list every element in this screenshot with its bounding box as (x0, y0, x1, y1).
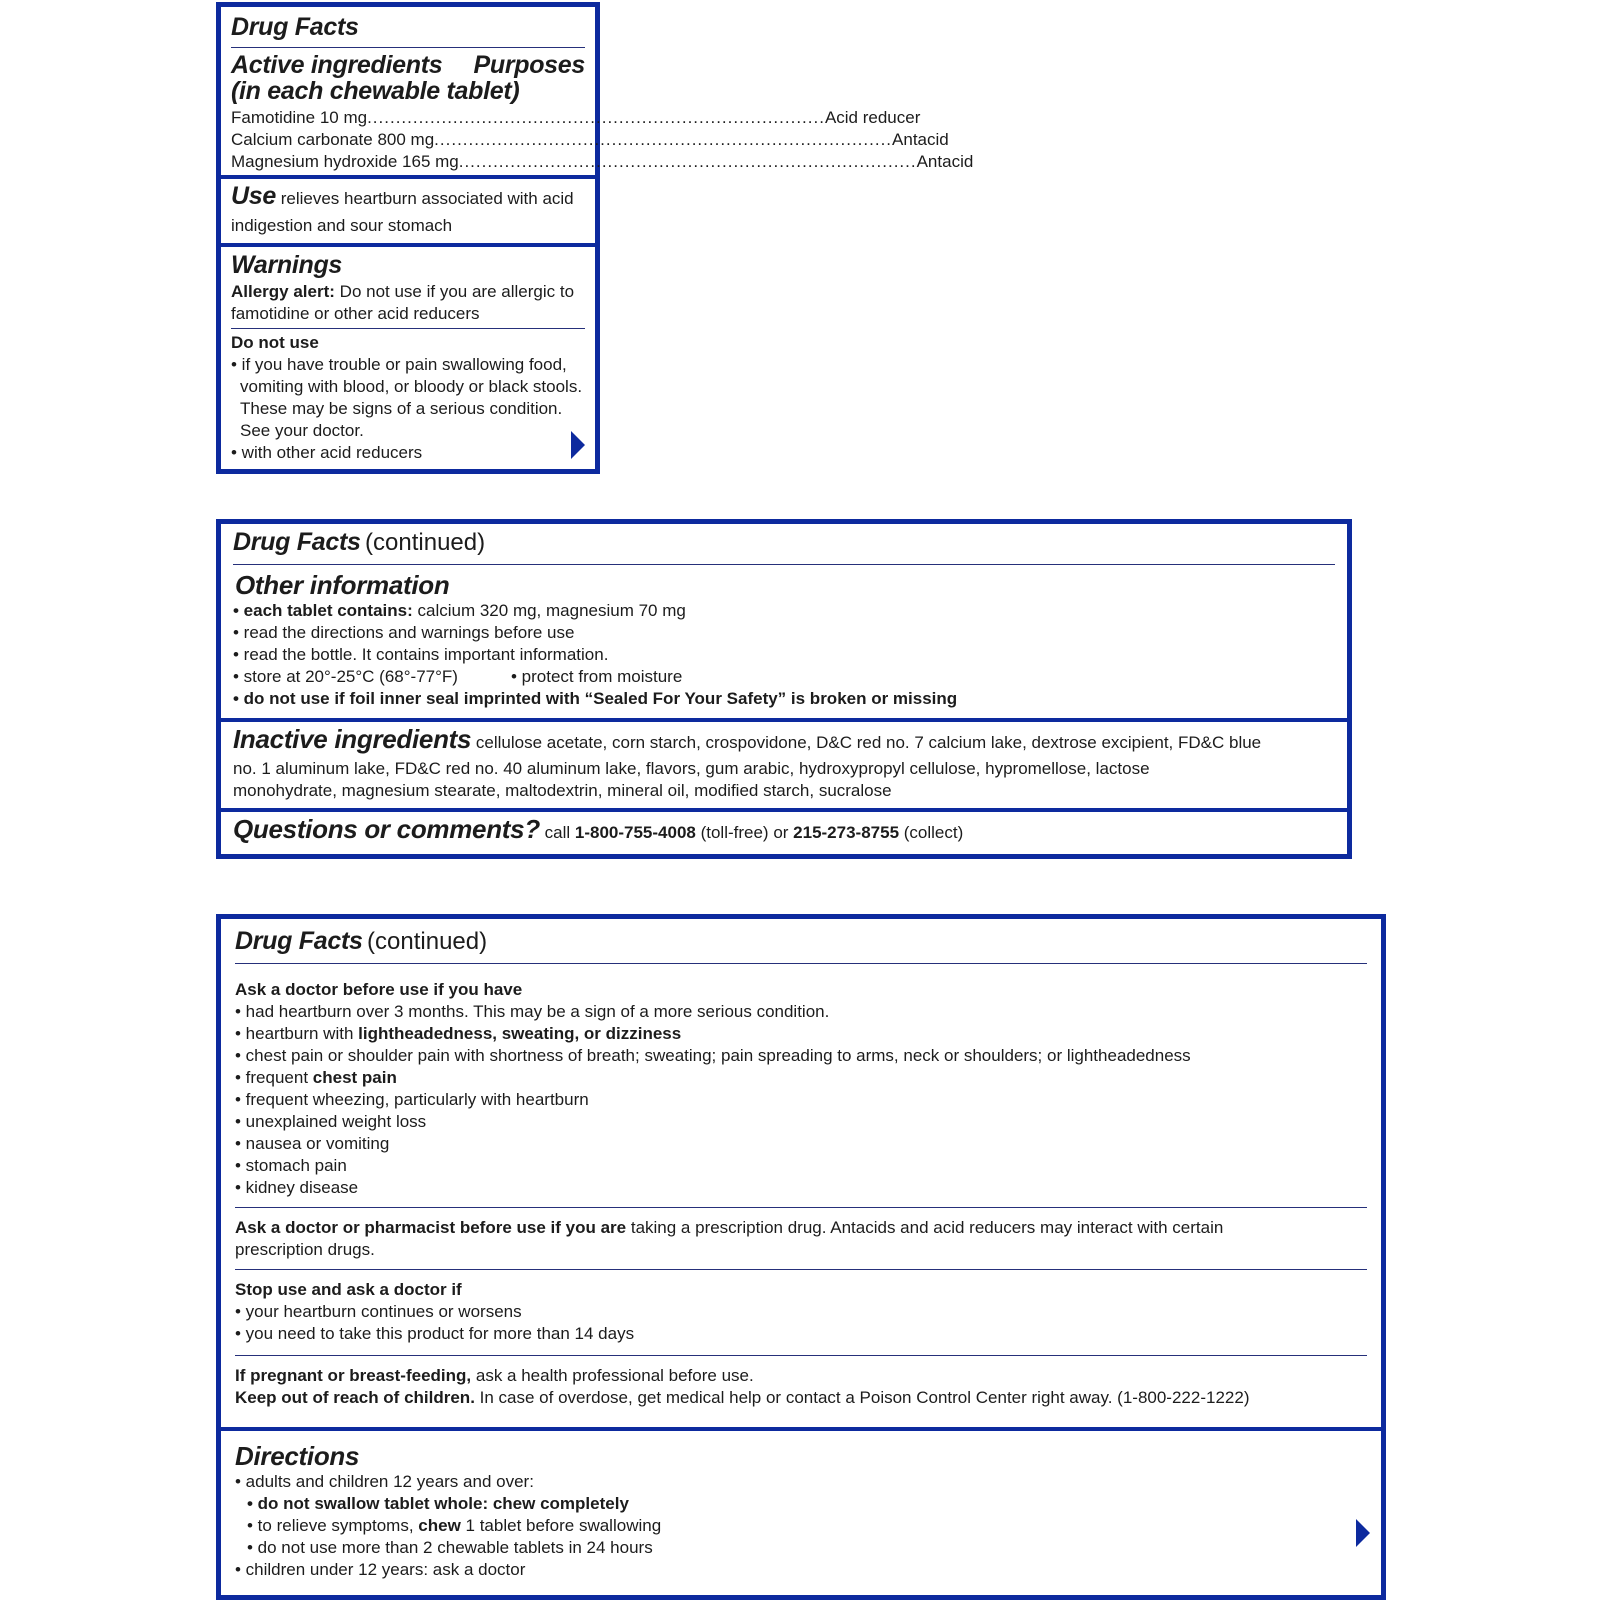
ask-doctor-item: • kidney disease (235, 1178, 359, 1197)
directions-subitem (247, 1515, 661, 1537)
ingredient-purpose: Antacid (916, 152, 974, 171)
directions-subitem-text: 1 tablet before swallowing (460, 1516, 662, 1535)
seal-warning: • do not use if foil inner seal imprinted with “Sealed For Your Safety” is broken or missing (233, 689, 958, 708)
active-ingredients-heading: Active ingredients (231, 51, 443, 79)
each-tablet-text: calcium 320 mg, magnesium 70 mg (412, 601, 686, 620)
drug-facts-panel-1 (216, 2, 974, 474)
other-information-heading: Other information (235, 570, 450, 600)
directions-heading: Directions (235, 1441, 360, 1471)
directions-subitem-text: • to relieve symptoms, (247, 1516, 419, 1535)
ask-doctor-item-bold: chest pain (312, 1068, 397, 1087)
ask-doctor-item-text: • frequent (235, 1068, 313, 1087)
inactive-text-3: monohydrate, magnesium stearate, maltodextrin, mineral oil, modified starch, sucralose (233, 781, 892, 800)
warnings-rule (231, 328, 585, 329)
questions-call: call (544, 823, 575, 842)
directions-subitem: • do not swallow tablet whole: chew completely (247, 1494, 629, 1513)
continued-label: (continued) (367, 928, 488, 955)
pharmacist-text-2: prescription drugs. (235, 1240, 375, 1259)
ask-doctor-item: • chest pain or shoulder pain with shortness of breath; sweating; pain spreading to arms, neck or shoulders; or lightheadedness (235, 1046, 1191, 1065)
ingredient-row (231, 107, 921, 129)
ingredient-purpose: Acid reducer (824, 108, 921, 127)
continued-label: (continued) (365, 529, 486, 556)
active-ingredients-section (221, 7, 974, 179)
drug-facts-title: Drug Facts (233, 528, 361, 556)
ask-doctor-item: • had heartburn over 3 months. This may be a sign of a more serious condition. (235, 1002, 830, 1021)
toll-free-phone: 1-800-755-4008 (574, 823, 696, 842)
questions-mid: (toll-free) or (695, 823, 794, 842)
do-not-use-item: • if you have trouble or pain swallowing food, (231, 355, 567, 374)
questions-section (221, 812, 1347, 854)
stop-use-item: • your heartburn continues or worsens (235, 1302, 522, 1321)
use-text-2: indigestion and sour stomach (231, 216, 453, 235)
warnings-section (221, 247, 595, 469)
allergy-alert-text: Do not use if you are allergic to (339, 282, 575, 301)
ask-doctor-item: • stomach pain (235, 1156, 347, 1175)
directions-section (221, 1431, 1381, 1595)
questions-heading: Questions or comments? (233, 814, 540, 844)
pregnant-text: ask a health professional before use. (471, 1366, 754, 1385)
directions-item: • children under 12 years: ask a doctor (235, 1560, 526, 1579)
ask-doctor-item (235, 1067, 397, 1089)
stop-use-heading: Stop use and ask a doctor if (235, 1280, 462, 1299)
ask-doctor-item (235, 1023, 681, 1045)
other-info-item: • store at 20°-25°C (68°-77°F) (233, 667, 458, 686)
do-not-use-item-cont: vomiting with blood, or bloody or black stools. (240, 377, 583, 396)
ingredient-row (231, 129, 949, 151)
keep-out-text: In case of overdose, get medical help or contact a Poison Control Center right away. (1-800-222-1222) (474, 1388, 1250, 1407)
title-rule (231, 47, 585, 48)
pregnant-label: If pregnant or breast-feeding, (235, 1366, 472, 1385)
section-rule (235, 1269, 1367, 1270)
drug-facts-panel-3 (216, 914, 1386, 1600)
purposes-heading: Purposes (473, 51, 585, 79)
do-not-use-item-cont: These may be signs of a serious condition. (240, 399, 563, 418)
other-info-item: • read the bottle. It contains important information. (233, 645, 609, 664)
ingredient-name: Famotidine 10 mg (231, 108, 368, 127)
ask-doctor-item: • nausea or vomiting (235, 1134, 390, 1153)
ingredient-list (231, 107, 974, 173)
keep-out-label: Keep out of reach of children. (235, 1388, 475, 1407)
ask-doctor-heading: Ask a doctor before use if you have (235, 980, 523, 999)
ask-doctor-item-bold: lightheadedness, sweating, or dizziness (358, 1024, 682, 1043)
inactive-ingredients-section (221, 722, 1347, 812)
inactive-ingredients-heading: Inactive ingredients (233, 724, 472, 754)
use-text: relieves heartburn associated with acid (280, 189, 574, 208)
allergy-alert-label: Allergy alert: (231, 282, 335, 301)
ingredient-row (231, 151, 974, 173)
use-heading: Use (231, 182, 276, 210)
title-rule (235, 963, 1367, 964)
ask-doctor-section (221, 919, 1381, 1431)
dot-leader: ................................................................................ (367, 108, 825, 127)
drug-facts-panel-2 (216, 519, 1352, 859)
ask-doctor-item-text: • heartburn with (235, 1024, 359, 1043)
do-not-use-heading: Do not use (231, 333, 319, 352)
directions-item: • adults and children 12 years and over: (235, 1472, 534, 1491)
other-info-item: • read the directions and warnings before use (233, 623, 575, 642)
dot-leader: ................................................................................ (458, 152, 917, 171)
warnings-heading: Warnings (231, 251, 343, 279)
title-rule (233, 564, 1335, 565)
other-info-item: • protect from moisture (511, 667, 683, 686)
ingredient-purpose: Antacid (892, 130, 949, 149)
use-section (221, 179, 595, 247)
directions-subitem: • do not use more than 2 chewable tablets in 24 hours (247, 1538, 653, 1557)
pharmacist-heading: Ask a doctor or pharmacist before use if you are (235, 1218, 627, 1237)
do-not-use-item-cont: See your doctor. (240, 421, 364, 440)
ask-doctor-item: • frequent wheezing, particularly with heartburn (235, 1090, 589, 1109)
drug-facts-title: Drug Facts (231, 13, 359, 41)
inactive-text: cellulose acetate, corn starch, crospovidone, D&C red no. 7 calcium lake, dextrose excipient, FD&C blue (475, 733, 1262, 752)
do-not-use-item: • with other acid reducers (231, 443, 423, 462)
dot-leader: ................................................................................ (434, 130, 893, 149)
each-tablet-label: • each tablet contains: (233, 601, 413, 620)
right-triangle-icon (571, 431, 585, 459)
section-rule (235, 1207, 1367, 1208)
section-rule (235, 1355, 1367, 1356)
collect-phone: 215-273-8755 (793, 823, 900, 842)
inactive-text-2: no. 1 aluminum lake, FD&C red no. 40 aluminum lake, flavors, gum arabic, hydroxypropyl cellulose, hypromellose, lactose (233, 759, 1150, 778)
active-ingredients-subheading: (in each chewable tablet) (231, 77, 520, 105)
stop-use-item: • you need to take this product for more than 14 days (235, 1324, 635, 1343)
ingredient-name: Calcium carbonate 800 mg (231, 130, 435, 149)
ingredient-name: Magnesium hydroxide 165 mg (231, 152, 459, 171)
directions-subitem-bold: chew (418, 1516, 461, 1535)
right-triangle-icon (1356, 1519, 1370, 1547)
allergy-alert-text-2: famotidine or other acid reducers (231, 304, 480, 323)
pharmacist-text: taking a prescription drug. Antacids and acid reducers may interact with certain (626, 1218, 1224, 1237)
ask-doctor-item: • unexplained weight loss (235, 1112, 427, 1131)
other-information-section (221, 524, 1347, 722)
drug-facts-title: Drug Facts (235, 927, 363, 955)
questions-end: (collect) (899, 823, 964, 842)
